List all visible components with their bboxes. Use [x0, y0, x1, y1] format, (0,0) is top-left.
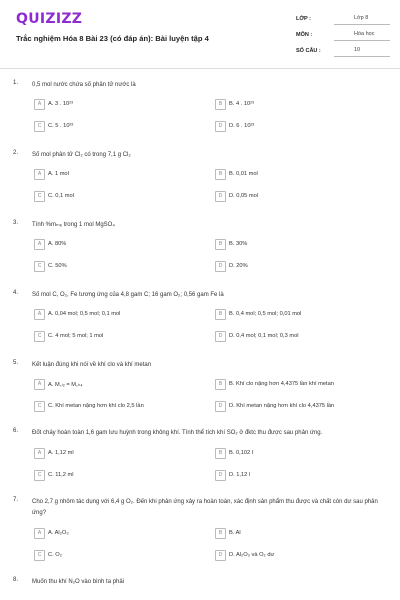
- option-d[interactable]: [215, 400, 334, 412]
- option-text: A. 1,12 ml: [48, 450, 74, 456]
- meta-value: Hóa học: [334, 28, 390, 41]
- question-number: 7.: [13, 497, 19, 503]
- question-text: Tính %mₘₑ trong 1 mol MgSO₄: [32, 222, 115, 228]
- question-number: 1.: [13, 80, 19, 86]
- option-letter-box: C: [34, 331, 45, 342]
- header-divider: [0, 68, 400, 69]
- option-letter-box: D: [215, 331, 226, 342]
- option-text: B. 0,4 mol; 0,5 mol; 0,01 mol: [229, 311, 302, 317]
- option-letter-box: B: [215, 239, 226, 250]
- option-text: C. 5 . 10²³: [48, 123, 74, 129]
- option-text: B. Khí clo nặng hơn 4,4375 lần khí metan: [229, 381, 334, 387]
- option-text: D. 6 . 10²³: [229, 123, 255, 129]
- option-text: C. 0,1 mol: [48, 193, 74, 199]
- question-number: 6.: [13, 428, 19, 434]
- option-letter-box: B: [215, 528, 226, 539]
- question-number: 4.: [13, 290, 19, 296]
- option-text: B. 0,102 l: [229, 450, 254, 456]
- option-letter-box: D: [215, 121, 226, 132]
- meta-label: SỐ CÂU :: [296, 47, 321, 54]
- page-title: Trắc nghiệm Hóa 8 Bài 23 (có đáp án): Bài luyện tập 4: [16, 34, 209, 43]
- meta-label: MÔN :: [296, 31, 313, 38]
- option-a[interactable]: [34, 98, 73, 110]
- option-d[interactable]: [215, 190, 258, 202]
- meta-row-count: [296, 44, 390, 57]
- option-a[interactable]: [34, 447, 74, 459]
- option-a[interactable]: [34, 308, 120, 320]
- option-d[interactable]: [215, 469, 250, 481]
- question-text: Đốt cháy hoàn toàn 1,6 gam lưu huỳnh trong không khí. Tính thể tích khí SO₂ ở đktc thu được sau phản ứng.: [32, 430, 323, 436]
- quizizz-logo: QUIZIZZ: [16, 11, 83, 27]
- option-text: C. O₂: [48, 552, 62, 558]
- option-b[interactable]: [215, 527, 241, 539]
- option-c[interactable]: [34, 190, 74, 202]
- option-letter-box: A: [34, 169, 45, 180]
- option-text: D. Khí metan nặng hơn khí clo 4,4375 lần: [229, 403, 335, 409]
- option-letter-box: D: [215, 550, 226, 561]
- option-b[interactable]: [215, 447, 253, 459]
- option-letter-box: C: [34, 121, 45, 132]
- option-text: A. 80%: [48, 241, 67, 247]
- option-text: B. 0,01 mol: [229, 171, 258, 177]
- option-text: A. 3 . 10²³: [48, 101, 73, 107]
- question-text: Số mol C, O₂, Fe tương ứng của 4,8 gam C; 16 gam O₂; 0,56 gam Fe là: [32, 292, 224, 298]
- question-number: 2.: [13, 150, 19, 156]
- option-text: D. Al₂O₃ và O₂ dư: [229, 552, 275, 558]
- option-c[interactable]: [34, 260, 67, 272]
- option-text: B. Al: [229, 530, 241, 536]
- option-b[interactable]: [215, 308, 301, 320]
- option-letter-box: C: [34, 470, 45, 481]
- option-a[interactable]: [34, 527, 69, 539]
- question-text: Muốn thu khí N₂O vào bình ta phải: [32, 579, 125, 585]
- option-letter-box: B: [215, 448, 226, 459]
- option-text: A. 0,04 mol; 0,5 mol; 0,1 mol: [48, 311, 121, 317]
- option-text: A. M꜀ₗ₂ = M꜀ₕ₄: [48, 382, 83, 388]
- option-d[interactable]: [215, 549, 274, 561]
- option-b[interactable]: [215, 378, 334, 390]
- option-letter-box: D: [215, 261, 226, 272]
- option-letter-box: B: [215, 169, 226, 180]
- option-text: D. 0,05 mol: [229, 193, 259, 199]
- option-b[interactable]: [215, 238, 247, 250]
- option-letter-box: B: [215, 99, 226, 110]
- option-text: C. 50%: [48, 263, 67, 269]
- option-text: C. 4 mol; 5 mol; 1 mol: [48, 333, 104, 339]
- option-letter-box: D: [215, 401, 226, 412]
- option-b[interactable]: [215, 98, 254, 110]
- meta-panel: [296, 12, 390, 60]
- option-text: B. 30%: [229, 241, 248, 247]
- option-letter-box: D: [215, 470, 226, 481]
- option-letter-box: A: [34, 239, 45, 250]
- question-number: 8.: [13, 577, 19, 583]
- option-c[interactable]: [34, 469, 74, 481]
- option-c[interactable]: [34, 330, 103, 342]
- worksheet-header: [0, 0, 400, 64]
- question-number: 5.: [13, 360, 19, 366]
- option-d[interactable]: [215, 120, 254, 132]
- option-letter-box: A: [34, 379, 45, 390]
- option-letter-box: A: [34, 99, 45, 110]
- option-letter-box: B: [215, 379, 226, 390]
- option-a[interactable]: [34, 378, 83, 390]
- question-text: Số mol phân tử Cl₂ có trong 7,1 g Cl₂: [32, 152, 131, 158]
- question-text: Cho 2,7 g nhôm tác dụng với 6,4 g O₂. Đến khi phản ứng xảy ra hoàn toàn, xác định sản phẩm thu được và chất còn dư sau phản ứng?: [32, 499, 378, 516]
- option-text: D. 20%: [229, 263, 248, 269]
- meta-label: LỚP :: [296, 15, 311, 22]
- question-number: 3.: [13, 220, 19, 226]
- option-text: D. 1,12 l: [229, 472, 251, 478]
- option-a[interactable]: [34, 238, 66, 250]
- meta-row-subject: [296, 28, 390, 41]
- option-letter-box: C: [34, 401, 45, 412]
- option-letter-box: D: [215, 191, 226, 202]
- option-letter-box: C: [34, 261, 45, 272]
- option-letter-box: A: [34, 448, 45, 459]
- question-text: Kết luận đúng khi nói về khí clo và khí metan: [32, 362, 152, 368]
- question-text: 0,5 mol nước chứa số phân tử nước là: [32, 82, 136, 88]
- option-letter-box: B: [215, 309, 226, 320]
- meta-value: Lớp 8: [334, 12, 390, 25]
- meta-row-class: [296, 12, 390, 25]
- option-letter-box: A: [34, 528, 45, 539]
- option-text: A. 1 mol: [48, 171, 69, 177]
- option-text: C. 11,2 ml: [48, 472, 74, 478]
- meta-value: 10: [334, 44, 390, 57]
- option-text: D. 0,4 mol; 0,1 mol; 0,3 mol: [229, 333, 299, 339]
- option-c[interactable]: [34, 549, 62, 561]
- option-a[interactable]: [34, 168, 69, 180]
- option-letter-box: C: [34, 550, 45, 561]
- option-text: B. 4 . 10²³: [229, 101, 254, 107]
- option-d[interactable]: [215, 260, 248, 272]
- option-c[interactable]: [34, 400, 144, 412]
- option-letter-box: C: [34, 191, 45, 202]
- option-c[interactable]: [34, 120, 73, 132]
- option-text: A. Al₂O₃: [48, 530, 69, 536]
- option-b[interactable]: [215, 168, 258, 180]
- option-letter-box: A: [34, 309, 45, 320]
- option-d[interactable]: [215, 330, 299, 342]
- option-text: C. Khí metan nặng hơn khí clo 2,5 lần: [48, 403, 144, 409]
